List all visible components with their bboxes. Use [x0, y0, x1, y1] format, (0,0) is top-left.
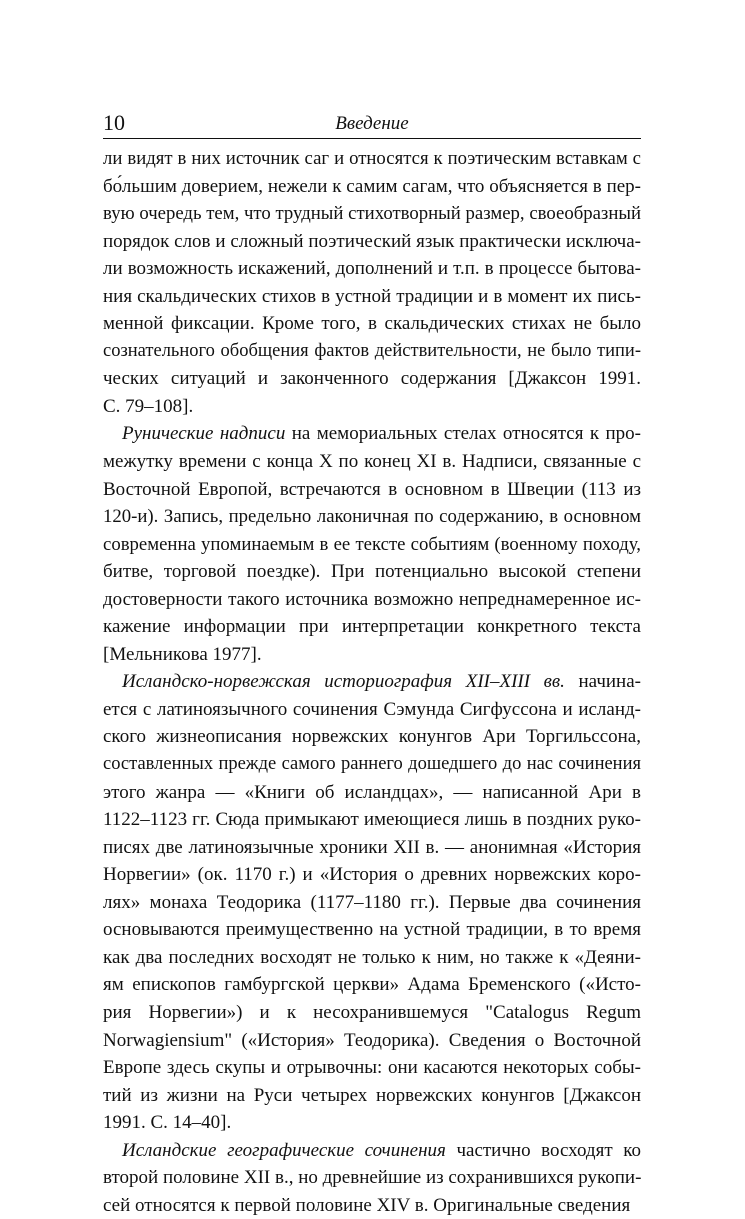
line-text: частично восходят ко — [445, 1139, 641, 1161]
text-line — [103, 228, 641, 256]
page-number: 10 — [103, 110, 125, 135]
text-line — [103, 944, 641, 972]
text-line — [103, 696, 641, 724]
text-line — [103, 889, 641, 917]
text-line — [103, 613, 641, 641]
text-line — [103, 503, 641, 531]
line-text: битве, торговой поездке). При потенциально высокой степени — [103, 561, 641, 583]
line-text: ли видят в них источник саг и относятся к поэтическим вставкам с — [103, 148, 641, 169]
line-text: С. 79–108]. — [103, 395, 194, 417]
text-line — [103, 255, 641, 283]
text-line — [103, 531, 641, 559]
line-text: Norwagiensium" («История» Теодорика). Сведения о Восточной — [103, 1029, 641, 1051]
line-text: порядок слов и сложный поэтический язык практически исключа- — [103, 230, 641, 252]
paragraph — [103, 420, 641, 668]
line-text: ния скальдических стихов в устной традиции и в момент их пись- — [103, 285, 641, 307]
line-text: ского жизнеописания норвежских конунгов Ари Торгильссона, — [103, 726, 641, 748]
line-text: писях две латиноязычные хроники XII в. — анонимная «История — [103, 836, 641, 858]
line-text: ям епископов гамбургской церкви» Адама Бременского («Исто- — [103, 974, 641, 996]
text-line — [103, 971, 641, 999]
text-line — [103, 999, 641, 1027]
line-text: рия Норвегии») и к несохранившемуся "Catalogus Regum — [103, 1001, 641, 1023]
line-text: сей относятся к первой половине XIV в. Оригинальные сведения — [103, 1194, 631, 1216]
line-text: ческих ситуаций и законченного содержания [Джаксон 1991. — [103, 368, 641, 390]
line-text: [Мельникова 1977]. — [103, 643, 262, 665]
running-title: Введение — [335, 113, 409, 134]
line-text: как два последних восходят не только к ним, но также к «Деяни- — [103, 946, 641, 968]
line-text: лях» монаха Теодорика (1177–1180 гг.). Первые два сочинения — [103, 891, 641, 913]
text-line — [103, 310, 641, 338]
running-head — [103, 104, 641, 138]
text-line — [103, 916, 641, 944]
line-text: Восточной Европой, встречаются в основном в Швеции (113 из — [103, 478, 641, 500]
line-text: современна упоминаемым в ее тексте событиям (военному походу, — [103, 533, 641, 555]
header-rule — [103, 138, 641, 139]
text-line — [103, 861, 641, 889]
text-line — [103, 145, 641, 173]
text-line — [103, 1137, 641, 1165]
line-text: бо́льшим доверием, нежели к самим сагам, что объясняется в пер- — [103, 175, 641, 197]
text-line — [103, 641, 641, 669]
italic-term: Исландско-норвежская историография XII–XIII вв. — [122, 671, 565, 693]
line-text: Норвегии» (ок. 1170 г.) и «История о древних норвежских коро- — [103, 864, 641, 886]
text-line — [103, 448, 641, 476]
line-text: 120-и). Запись, предельно лаконичная по содержанию, в основном — [103, 506, 641, 528]
text-line — [103, 1054, 641, 1082]
text-line — [103, 420, 641, 448]
text-line — [103, 751, 641, 779]
text-line — [103, 834, 641, 862]
text-line — [103, 365, 641, 393]
text-line — [103, 586, 641, 614]
text-line — [103, 723, 641, 751]
text-line — [103, 558, 641, 586]
line-text: кажение информации при интерпретации конкретного текста — [103, 616, 641, 638]
paragraph — [103, 668, 641, 1136]
line-text: достоверности такого источника возможно непреднамеренное ис- — [103, 588, 641, 610]
text-line — [103, 173, 641, 201]
line-text: второй половине XII в., но древнейшие из сохранившихся рукопи- — [103, 1167, 642, 1189]
line-text: основываются преимущественно на устной традиции, в то время — [103, 919, 641, 941]
line-text: сознательного обобщения фактов действительности, не было типи- — [103, 340, 641, 361]
text-line — [103, 668, 641, 696]
line-text: вую очередь тем, что трудный стихотворный размер, своеобразный — [103, 203, 641, 225]
text-line — [103, 1082, 641, 1110]
text-line — [103, 200, 641, 228]
italic-term: Исландские географические сочинения — [122, 1139, 446, 1161]
line-text: на мемориальных стелах относятся к про- — [285, 423, 641, 445]
italic-term: Рунические надписи — [122, 423, 286, 445]
text-line — [103, 1109, 641, 1137]
line-text: Европе здесь скупы и отрывочны: они касаются некоторых собы- — [103, 1057, 641, 1079]
text-line — [103, 806, 641, 834]
text-line — [103, 283, 641, 311]
line-text: ли возможность искажений, дополнений и т.п. в процессе бытова- — [103, 258, 641, 280]
line-text: ется с латиноязычного сочинения Сэмунда Сигфуссона и исланд- — [103, 698, 641, 720]
text-line — [103, 393, 641, 421]
line-text: этого жанра — «Книги об исландцах», — написанной Ари в — [103, 781, 641, 803]
line-text: тий из жизни на Руси четырех норвежских конунгов [Джаксон — [103, 1084, 641, 1106]
body-text — [103, 145, 641, 1219]
line-text: 1122–1123 гг. Сюда примыкают имеющиеся лишь в поздних руко- — [103, 809, 641, 831]
paragraph — [103, 1137, 641, 1219]
line-text: межутку времени с конца X по конец XI в. Надписи, связанные с — [103, 451, 641, 473]
text-line — [103, 1027, 641, 1055]
text-line — [103, 476, 641, 504]
text-line — [103, 338, 641, 366]
line-text: составленных прежде самого раннего дошедшего до нас сочинения — [103, 754, 641, 775]
text-line — [103, 1192, 641, 1219]
text-line — [103, 779, 641, 807]
line-text: 1991. С. 14–40]. — [103, 1112, 232, 1134]
line-text: начина- — [564, 671, 641, 693]
paragraph — [103, 145, 641, 420]
line-text: менной фиксации. Кроме того, в скальдических стихах не было — [103, 313, 641, 335]
